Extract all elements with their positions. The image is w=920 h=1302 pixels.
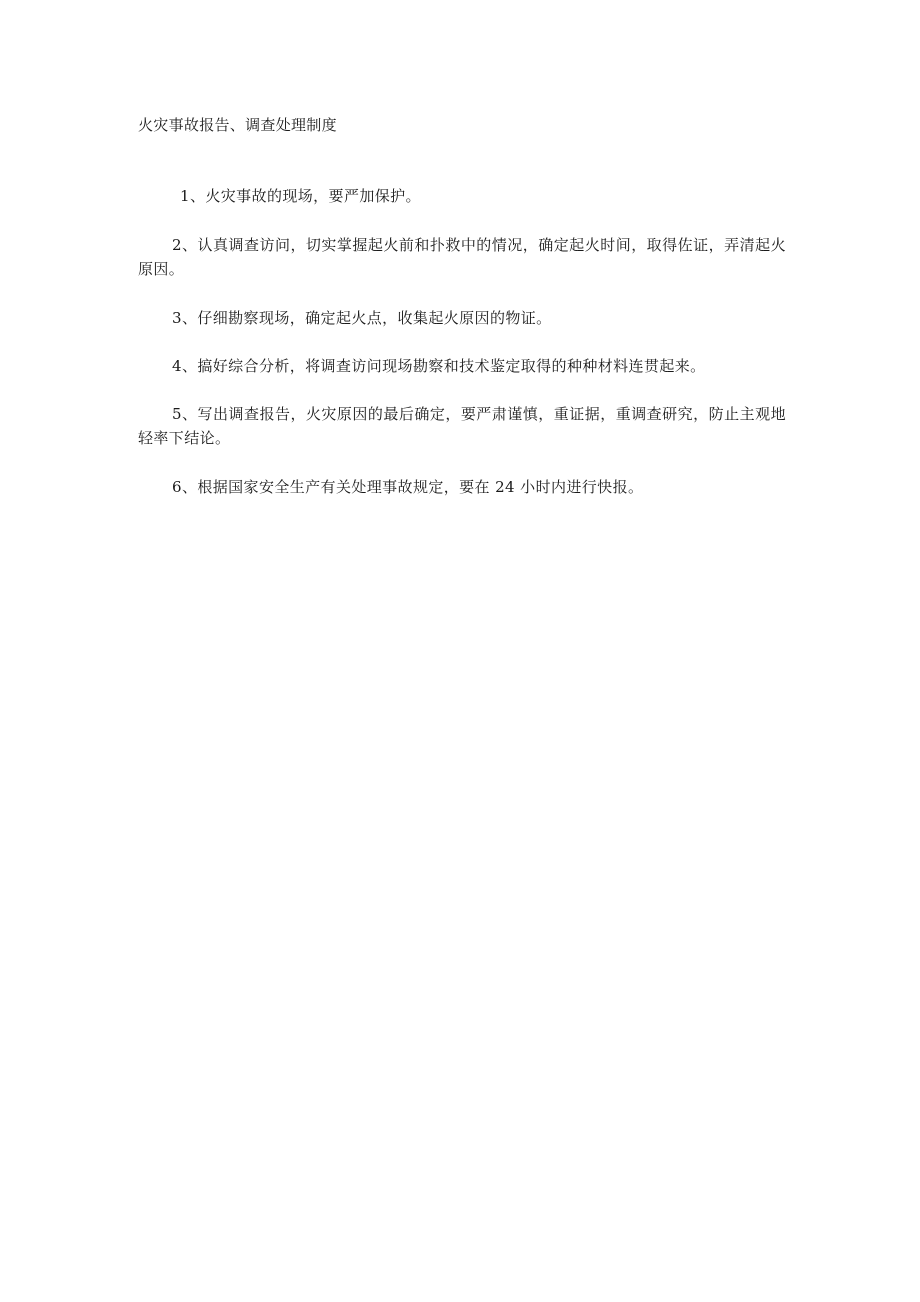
list-item: 2、认真调查访问，切实掌握起火前和扑救中的情况，确定起火时间，取得佐证，弄清起火原因。 xyxy=(138,236,786,278)
list-item: 4、搞好综合分析，将调查访问现场勘察和技术鉴定取得的种种材料连贯起来。 xyxy=(172,357,706,375)
document-title: 火灾事故报告、调查处理制度 xyxy=(138,116,337,134)
list-item: 6、根据国家安全生产有关处理事故规定，要在 24 小时内进行快报。 xyxy=(172,478,644,496)
list-item: 5、写出调查报告，火灾原因的最后确定，要严肃谨慎，重证据，重调查研究，防止主观地轻率下结论。 xyxy=(138,405,786,447)
list-item: 3、仔细勘察现场，确定起火点，收集起火原因的物证。 xyxy=(172,309,552,327)
list-item: 1、火灾事故的现场，要严加保护。 xyxy=(180,187,421,205)
